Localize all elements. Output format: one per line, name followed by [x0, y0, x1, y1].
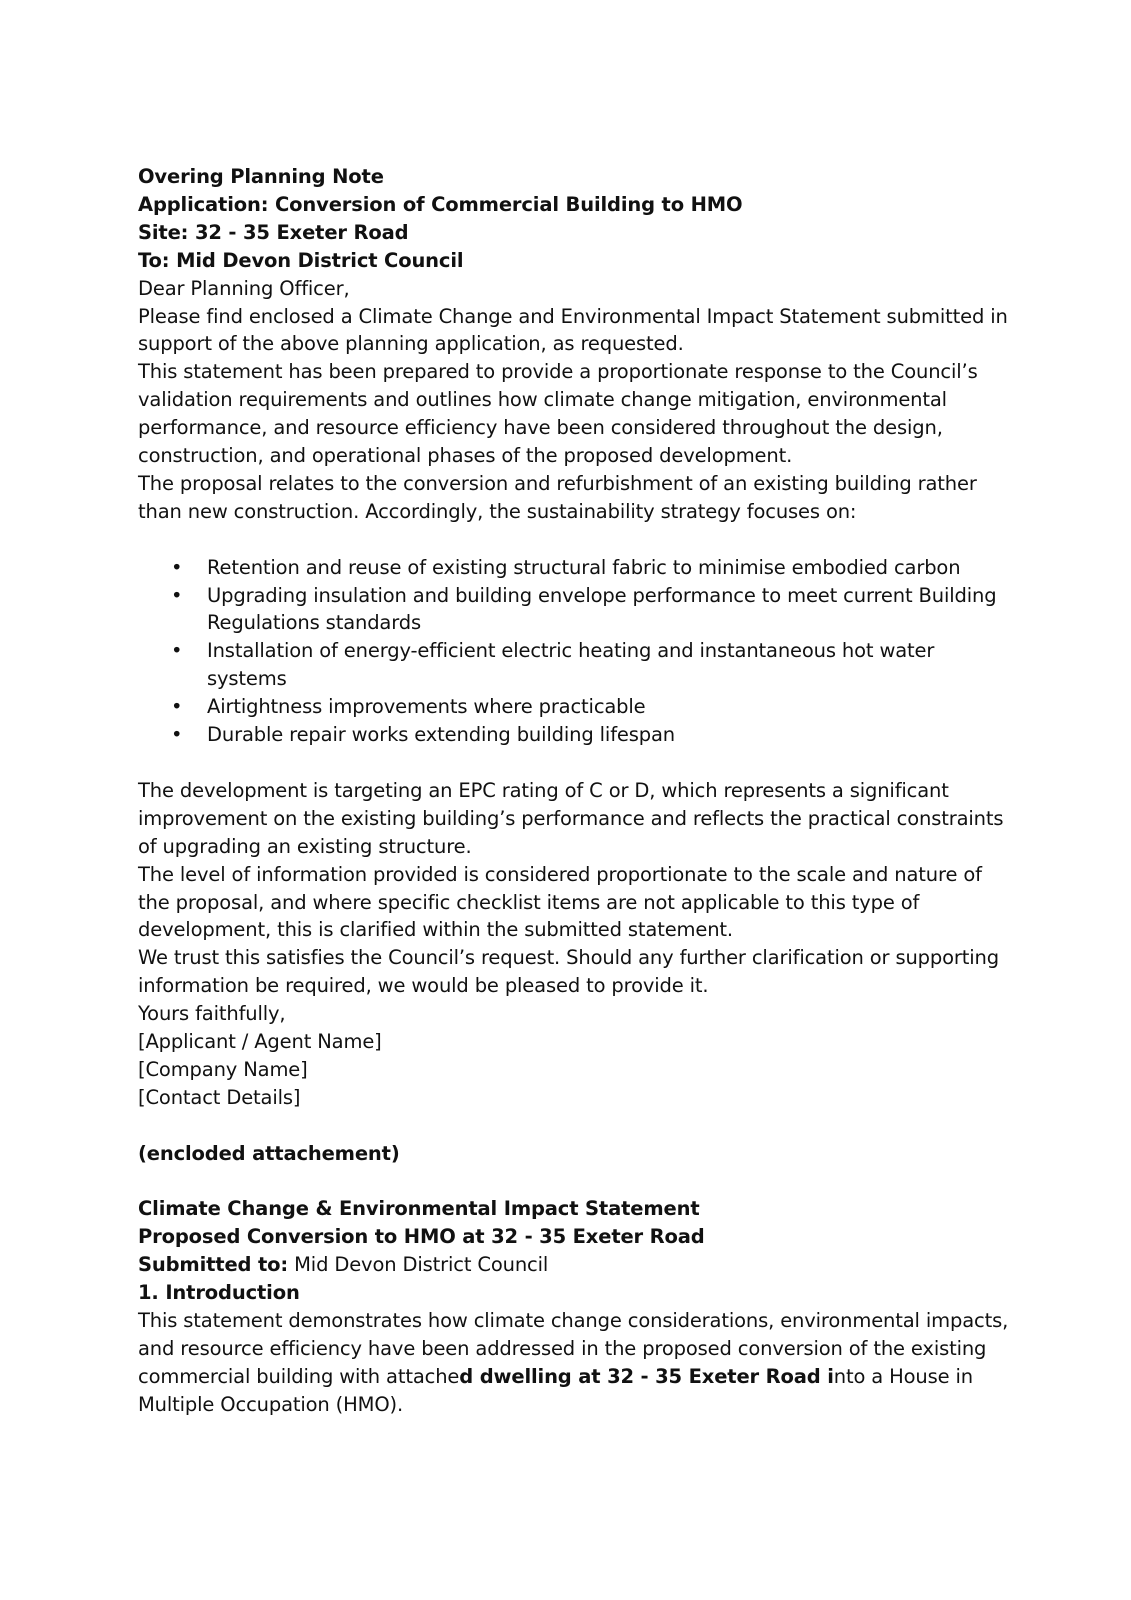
- submitted-to-label: Submitted to:: [138, 1253, 289, 1277]
- paragraph-trust: We trust this satisfies the Council’s request. Should any further clarification or supporting information be required, we would be pleased to provide it.: [138, 946, 999, 998]
- note-heading: Overing Planning Note: [138, 165, 384, 188]
- list-item: • Retention and reuse of existing structural fabric to minimise embodied carbon: [138, 554, 1010, 582]
- paragraph-epc: The development is targeting an EPC rating of C or D, which represents a significant improvement on the existing building’s performance and reflects the practical constraints of upgrading an existing structure.: [138, 778, 1004, 858]
- statement-title: Climate Change & Environmental Impact Statement: [138, 1197, 700, 1221]
- paragraph-enclosure: Please find enclosed a Climate Change and Environmental Impact Statement submitted in support of the above planning application, as requested.: [138, 304, 1008, 356]
- sustainability-list: [138, 554, 1010, 749]
- applicant-name: [Applicant / Agent Name]: [138, 1030, 382, 1054]
- submitted-to-line: [138, 1251, 1010, 1279]
- section-heading: 1. Introduction: [138, 1281, 300, 1305]
- paragraph-purpose: This statement has been prepared to provide a proportionate response to the Council’s validation requirements and outlines how climate change mitigation, environmental performance, and resource efficiency have been considered throughout the design, construction, and operational phases of the proposed development.: [138, 360, 978, 468]
- list-item: • Durable repair works extending building lifespan: [138, 721, 1010, 749]
- contact-details: [Contact Details]: [138, 1085, 301, 1109]
- list-item: • Airtightness improvements where practicable: [138, 693, 1010, 721]
- submitted-to-value: Mid Devon District Council: [288, 1253, 549, 1277]
- site-line: Site: 32 - 35 Exeter Road: [138, 220, 409, 244]
- recipient-line: To: Mid Devon District Council: [138, 248, 464, 272]
- intro-text-end: nto a House in Multiple Occupation (HMO).: [138, 1364, 974, 1416]
- statement-subtitle: Proposed Conversion to HMO at 32 - 35 Exeter Road: [138, 1225, 705, 1249]
- list-item: • Installation of energy-efficient electric heating and instantaneous hot water systems: [138, 637, 1010, 693]
- intro-bold-text: d dwelling at 32 - 35 Exeter Road i: [459, 1364, 834, 1388]
- company-name: [Company Name]: [138, 1057, 308, 1081]
- application-line: Application: Conversion of Commercial Building to HMO: [138, 192, 743, 216]
- paragraph-proportionate: The level of information provided is considered proportionate to the scale and nature of the proposal, and where specific checklist items are not applicable to this type of development, this is clarified within the submitted statement.: [138, 862, 982, 942]
- spacer: [138, 1112, 1010, 1140]
- attachment-label: (encloded attachement): [138, 1141, 400, 1165]
- signoff: Yours faithfully,: [138, 1002, 286, 1026]
- document-body: [138, 163, 1010, 1419]
- intro-text: This statement demonstrates how climate change considerations, environmental impacts, and resource efficiency have been addressed in the proposed conversion of the existing commercial building with attache: [138, 1309, 1009, 1388]
- salutation: Dear Planning Officer,: [138, 276, 350, 300]
- spacer: [138, 749, 1010, 777]
- spacer: [138, 526, 1010, 554]
- paragraph-proposal: The proposal relates to the conversion and refurbishment of an existing building rather than new construction. Accordingly, the sustainability strategy focuses on:: [138, 471, 977, 523]
- paragraph-introduction: [138, 1307, 1010, 1419]
- list-item: • Upgrading insulation and building envelope performance to meet current Building Regulations standards: [138, 582, 1010, 638]
- spacer: [138, 1168, 1010, 1196]
